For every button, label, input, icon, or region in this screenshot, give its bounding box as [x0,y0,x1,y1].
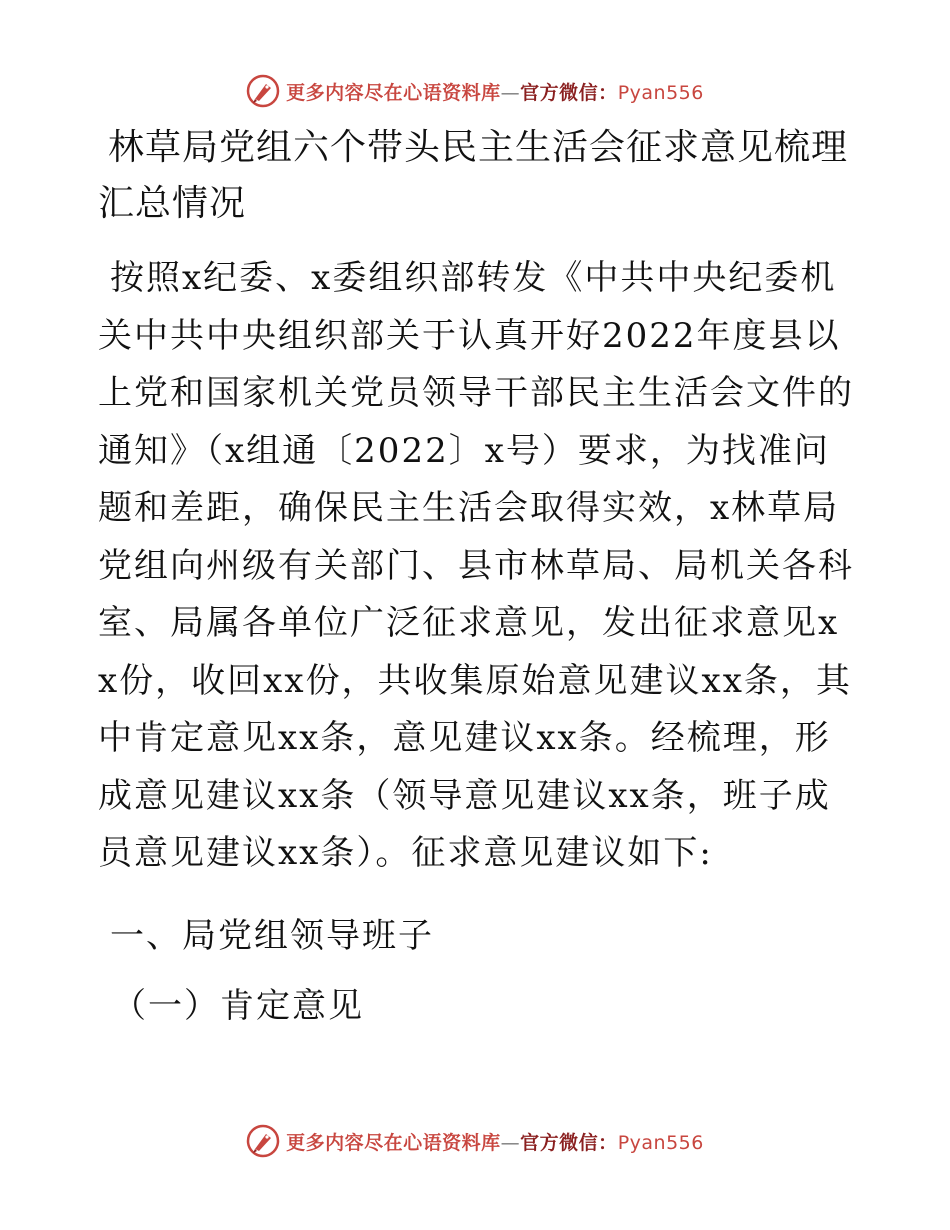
watermark-handle: Pyan556 [617,1131,704,1154]
watermark-footer [0,1121,950,1161]
pen-nib-logo-icon [246,1124,280,1158]
watermark-dash: — [500,1131,521,1154]
watermark-official-label: 官方微信： [520,1131,618,1154]
watermark-header [0,71,950,111]
watermark-main-text: 更多内容尽在心语资料库 [286,1131,501,1154]
document-title: 林草局党组六个带头民主生活会征求意见梳理汇总情况 [98,127,849,224]
watermark-text [286,78,704,105]
watermark-text [286,1128,704,1155]
watermark-official-label: 官方微信： [520,81,618,104]
intro-paragraph: 按照x纪委、x委组织部转发《中共中央纪委机关中共中央组织部关于认真开好2022年度县以上党和国家机关党员领导干部民主生活会文件的通知》（x组通〔2022〕x号）要求，为找准问题和差距，确保民主生活会取得实效，x林草局党组向州级有关部门、县市林草局、局机关各科室、局属各单位广泛征求意见，发出征求意见xx份，收回xx份，共收集原始意见建议xx条，其中肯定意见xx条，意见建议xx条。经梳理，形成意见建议xx条（领导意见建议xx条，班子成员意见建议xx条）。征求意见建议如下: [98,258,854,873]
watermark-handle: Pyan556 [617,81,704,104]
document-body [98,120,858,1035]
subsection-heading: （一）肯定意见 [112,985,364,1026]
watermark-main-text: 更多内容尽在心语资料库 [286,81,501,104]
pen-nib-logo-icon [246,74,280,108]
section-heading: 一、局党组领导班子 [110,915,434,956]
watermark-dash: — [500,81,521,104]
